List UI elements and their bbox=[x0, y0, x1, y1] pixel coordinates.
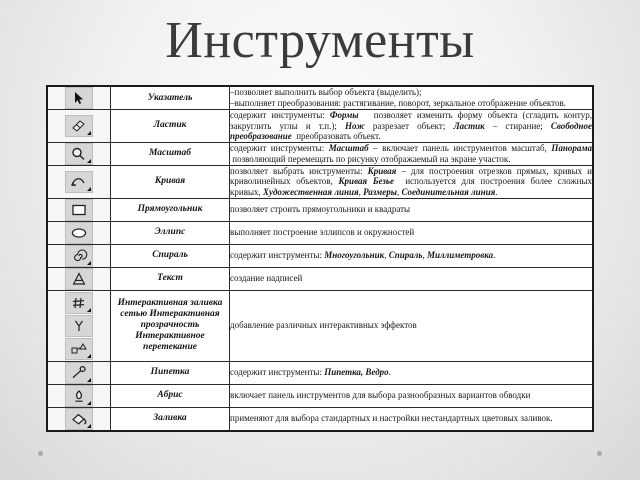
decorative-dot-right bbox=[597, 451, 602, 456]
transparency-icon[interactable] bbox=[65, 315, 93, 337]
tool-icon-cell[interactable] bbox=[47, 86, 111, 110]
outline-pen-icon[interactable] bbox=[65, 385, 93, 407]
tool-description-cell: содержит инструменты: Масштаб – включает панель инструментов масштаб, Панорама позволяющий перемещать по рисунку отображаемый на экране участок. bbox=[230, 143, 592, 164]
eraser-shape-icon[interactable] bbox=[65, 115, 93, 137]
curve-pen-icon[interactable] bbox=[65, 171, 93, 193]
table-row bbox=[47, 142, 593, 165]
tool-icon-cell[interactable] bbox=[47, 142, 111, 165]
tool-name-cell: Заливка bbox=[111, 407, 230, 431]
table-row bbox=[47, 290, 593, 361]
tool-icon-cell[interactable] bbox=[47, 221, 111, 244]
tool-icon-cell[interactable] bbox=[47, 290, 111, 361]
table-row bbox=[47, 165, 593, 198]
pointer-arrow-icon[interactable] bbox=[65, 87, 93, 109]
tool-name-cell: Эллипс bbox=[111, 221, 230, 244]
tool-name-cell: Спираль bbox=[111, 244, 230, 267]
tool-name-cell: Прямоугольник bbox=[111, 198, 230, 221]
table-row bbox=[47, 407, 593, 431]
ellipse-icon[interactable] bbox=[65, 222, 93, 244]
tool-description-cell: позволяет выбрать инструменты: Кривая – для построения отрезков прямых, кривых и криволинейных объектов, Кривая Безье используется для построения более сложных кривых, Художественная линия, Размеры, Соединительная линия. bbox=[230, 165, 592, 197]
table-row bbox=[47, 384, 593, 407]
magnifier-zoom-icon[interactable] bbox=[65, 143, 93, 165]
tool-name-cell: Пипетка bbox=[111, 361, 230, 384]
rectangle-icon[interactable] bbox=[65, 199, 93, 221]
tool-description-cell: включает панель инструментов для выбора разнообразных вариантов обводки bbox=[230, 384, 594, 407]
tools-table-body bbox=[47, 86, 593, 431]
mesh-fill-icon[interactable] bbox=[65, 292, 93, 314]
tool-name-cell: Интерактивная заливка сетью Интерактивная прозрачность Интерактивное перетекание bbox=[111, 290, 230, 361]
tool-description-cell: –позволяет выполнить выбор объекта (выделить); –выполняет преобразования: растягивание, поворот, зеркальное отображение объектов. bbox=[230, 86, 594, 110]
page-title: Инструменты bbox=[165, 12, 475, 69]
table-row bbox=[47, 361, 593, 384]
tool-icon-cell[interactable] bbox=[47, 407, 111, 431]
eyedropper-icon[interactable] bbox=[65, 362, 93, 384]
table-row bbox=[47, 198, 593, 221]
tools-table-container bbox=[46, 85, 594, 432]
tool-description-cell: содержит инструменты: Пипетка, Ведро. bbox=[230, 361, 594, 384]
tool-icon-cell[interactable] bbox=[47, 165, 111, 198]
table-row bbox=[47, 86, 593, 110]
tool-name-cell: Кривая bbox=[111, 165, 230, 198]
tool-description-cell: добавление различных интерактивных эффектов bbox=[230, 290, 594, 361]
table-row bbox=[47, 244, 593, 267]
tool-icon-cell[interactable] bbox=[47, 361, 111, 384]
tool-name-cell: Масштаб bbox=[111, 142, 230, 165]
tool-name-cell: Абрис bbox=[111, 384, 230, 407]
decorative-dot-left bbox=[38, 451, 43, 456]
table-row bbox=[47, 110, 593, 143]
tool-description-cell: позволяет строить прямоугольники и квадраты bbox=[230, 198, 594, 221]
tool-description-cell: выполняет построение эллипсов и окружностей bbox=[230, 221, 594, 244]
interactive-tools-icon-group[interactable] bbox=[48, 292, 110, 360]
tool-name-cell: Ластик bbox=[111, 110, 230, 143]
fill-bucket-icon[interactable] bbox=[65, 408, 93, 430]
tool-icon-cell[interactable] bbox=[47, 384, 111, 407]
tool-icon-cell[interactable] bbox=[47, 110, 111, 143]
tool-description-cell: содержит инструменты: Формы позволяет изменить форму объекта (сгладить контур, закруглить углы и т.п.); Нож разрезает объект; Ластик – стирание; Свободное преобразование преобразовать объект. bbox=[230, 110, 592, 142]
tool-name-cell: Текст bbox=[111, 267, 230, 290]
tool-icon-cell[interactable] bbox=[47, 267, 111, 290]
blend-icon[interactable] bbox=[65, 338, 93, 360]
tool-icon-cell[interactable] bbox=[47, 198, 111, 221]
tool-description-cell: создание надписей bbox=[230, 267, 594, 290]
tools-table bbox=[46, 85, 594, 432]
tool-description-cell: содержит инструменты: Многоугольник, Спираль, Миллиметровка. bbox=[230, 244, 594, 267]
tool-description-cell: применяют для выбора стандартных и настройки нестандартных цветовых заливок. bbox=[230, 407, 594, 431]
spiral-icon[interactable] bbox=[65, 245, 93, 267]
tool-name-cell: Указатель bbox=[111, 86, 230, 110]
table-row bbox=[47, 221, 593, 244]
table-row bbox=[47, 267, 593, 290]
text-tool-icon[interactable] bbox=[65, 268, 93, 290]
tool-icon-cell[interactable] bbox=[47, 244, 111, 267]
